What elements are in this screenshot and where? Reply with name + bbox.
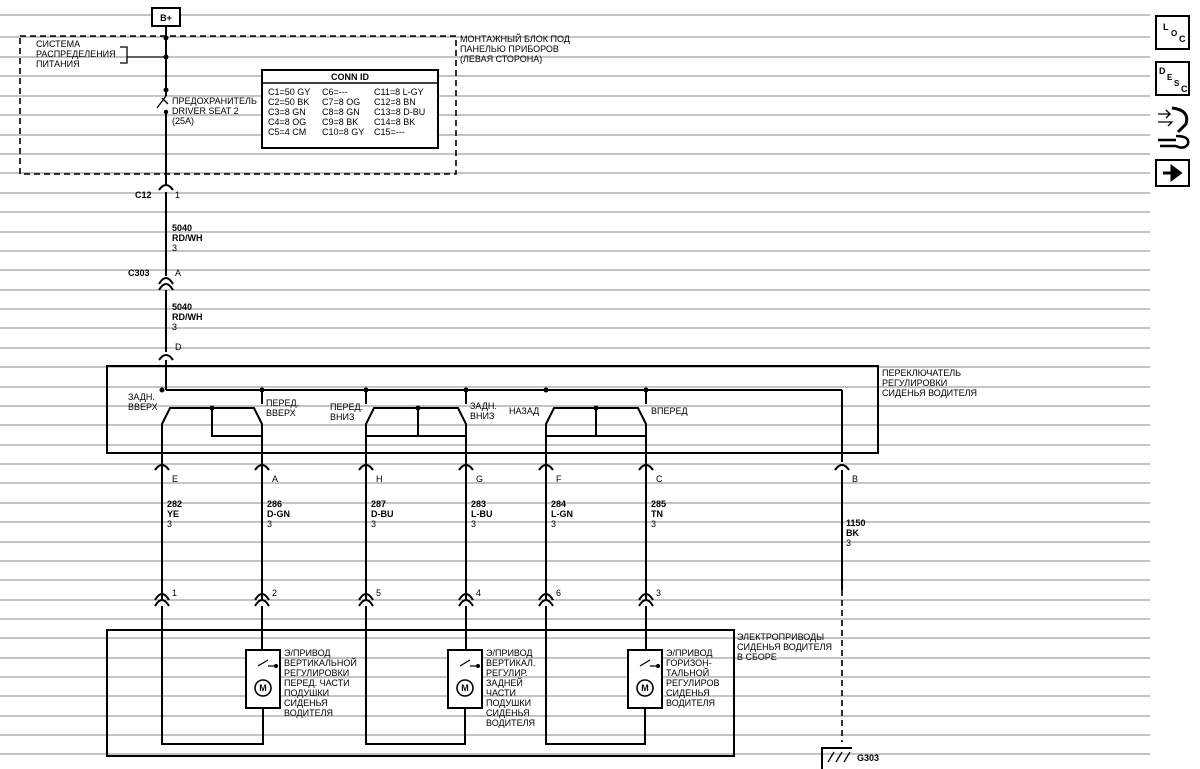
fuse-symbol — [157, 96, 168, 176]
motor-label-line: СИДЕНЬЯ — [284, 698, 328, 708]
svg-text:C: C — [1181, 84, 1188, 94]
circuit-size: 3 — [371, 519, 377, 529]
ground-label: G303 — [857, 753, 880, 763]
pos-2-line-2: ВВЕРХ — [266, 408, 296, 418]
motor-letter: M — [641, 683, 649, 693]
ground-wire-color: BK — [846, 528, 859, 538]
assembly-label-1: ЭЛЕКТРОПРИВОДЫ — [737, 632, 825, 642]
wrench-swap-icon[interactable] — [1158, 108, 1187, 132]
feed-wire-2-num: 5040 — [172, 302, 193, 312]
feed-wire-1-size: 3 — [172, 243, 178, 253]
svg-text:L: L — [1163, 22, 1169, 32]
motors — [162, 606, 719, 744]
pos-2-line-1: ПЕРЕД. — [266, 398, 300, 408]
svg-text:C: C — [1179, 34, 1186, 44]
motor-label-line: РЕГУЛИРОВ — [666, 678, 720, 688]
motor-label-line: ЧАСТИ — [486, 688, 516, 698]
motor-label-line: ГОРИЗОН- — [666, 658, 712, 668]
motor-box — [628, 650, 662, 708]
fuse-label-2: DRIVER SEAT 2 — [172, 106, 239, 116]
motor-pin-connector — [255, 600, 269, 606]
circuit-num: 285 — [651, 499, 667, 509]
loc-button[interactable] — [1156, 16, 1189, 49]
motor-pin-connector — [639, 600, 653, 606]
circuit-size: 3 — [651, 519, 657, 529]
motor-label-line: ВОДИТЕЛЯ — [486, 718, 535, 728]
circuit-num: 287 — [371, 499, 387, 509]
conn-id-cell: C13=8 D-BU — [374, 107, 426, 117]
motor-pin-connector — [459, 600, 473, 606]
circuit-num: 283 — [471, 499, 487, 509]
motor-box — [246, 650, 280, 708]
switch-pin-label: A — [272, 474, 279, 484]
circuit-size: 3 — [267, 519, 273, 529]
motor-label-line: РЕГУЛИР. — [486, 668, 528, 678]
motor-label-line: ЗАДНЕЙ — [486, 678, 523, 688]
motor-pin-connector — [155, 600, 169, 606]
motor-label-line: ПЕРЕД. ЧАСТИ — [284, 678, 350, 688]
svg-text:D: D — [1159, 66, 1166, 76]
motor-pin-connector — [359, 600, 373, 606]
pos-1-line-1: ЗАДН. — [128, 392, 155, 402]
c303-name: C303 — [128, 268, 150, 278]
motor-label-line: СИДЕНЬЯ — [666, 688, 710, 698]
connector-c303 — [128, 268, 181, 290]
c12-name: C12 — [135, 190, 152, 200]
circuit-color: L-BU — [471, 509, 493, 519]
motor-label-line: ВЕРТИКАЛЬНОЙ — [284, 658, 357, 668]
motor-label-line: РЕГУЛИРОВКИ — [284, 668, 350, 678]
conn-id-cell: C9=8 BK — [322, 117, 359, 127]
power-terminal — [152, 8, 180, 26]
motor-label-line: ПОДУШКИ — [486, 698, 532, 708]
distribution-label-3: ПИТАНИЯ — [36, 59, 80, 69]
wrench-icon[interactable] — [1158, 136, 1188, 148]
circuit-size: 3 — [471, 519, 477, 529]
conn-id-cell: C7=8 OG — [322, 97, 361, 107]
c303-pin: A — [175, 268, 182, 278]
circuit-size: 3 — [167, 519, 173, 529]
circuit-color: TN — [651, 509, 663, 519]
motor-label-line: Э/ПРИВОД — [284, 648, 331, 658]
conn-id-cell: C12=8 BN — [374, 97, 416, 107]
distribution-label-1: СИСТЕМА — [36, 39, 81, 49]
circuit-wires — [155, 465, 666, 606]
conn-id-cell: C14=8 BK — [374, 117, 416, 127]
motor-pin-label: 2 — [272, 588, 278, 598]
switch-label-1: ПЕРЕКЛЮЧАТЕЛЬ — [882, 368, 962, 378]
fuse-block-label-2: ПАНЕЛЬЮ ПРИБОРОВ — [460, 44, 559, 54]
switch-label-3: СИДЕНЬЯ ВОДИТЕЛЯ — [882, 388, 978, 398]
next-arrow-button[interactable] — [1156, 160, 1189, 186]
motor-pin-label: 4 — [476, 588, 482, 598]
motor-pin-label: 6 — [556, 588, 562, 598]
fuse-label-1: ПРЕДОХРАНИТЕЛЬ — [172, 96, 257, 106]
conn-id-cell: C8=8 GN — [322, 107, 360, 117]
motor-pin-label: 3 — [656, 588, 662, 598]
motor-label-line: ПОДУШКИ — [284, 688, 330, 698]
circuit-num: 282 — [167, 499, 183, 509]
pos-3-line-2: ВНИЗ — [330, 412, 355, 422]
distribution-label-2: РАСПРЕДЕЛЕНИЯ — [36, 49, 116, 59]
conn-id-cell: C3=8 GN — [268, 107, 306, 117]
motor-label-line: ВОДИТЕЛЯ — [284, 708, 333, 718]
pos-5-line-1: НАЗАД — [509, 406, 540, 416]
connector-d — [159, 342, 182, 360]
pos-1-line-2: ВВЕРХ — [128, 402, 158, 412]
c12-pin: 1 — [175, 190, 181, 200]
feed-wire-2-color: RD/WH — [172, 312, 203, 322]
circuit-color: D-GN — [267, 509, 290, 519]
conn-id-cell: C2=50 BK — [268, 97, 310, 107]
feed-wire-1-num: 5040 — [172, 223, 193, 233]
svg-text:E: E — [1167, 73, 1173, 82]
feed-wire-2-size: 3 — [172, 322, 178, 332]
ground-pin: B — [852, 474, 859, 484]
motor-label-line: СИДЕНЬЯ — [486, 708, 530, 718]
svg-text:S: S — [1174, 79, 1180, 88]
feed-wire-1-color: RD/WH — [172, 233, 203, 243]
ground-circuit — [822, 465, 879, 769]
circuit-num: 284 — [551, 499, 567, 509]
conn-id-title: CONN ID — [331, 72, 369, 82]
switch-label-2: РЕГУЛИРОВКИ — [882, 378, 948, 388]
switch-pin-label: F — [556, 474, 562, 484]
switch-contacts — [160, 388, 649, 471]
motor-pin-label: 5 — [376, 588, 382, 598]
switch-pin-label: C — [656, 474, 663, 484]
pos-4-line-1: ЗАДН. — [470, 401, 497, 411]
fuse-label-3: (25A) — [172, 116, 195, 126]
fuse-block-label-1: МОНТАЖНЫЙ БЛОК ПОД — [460, 34, 570, 44]
conn-id-table — [262, 70, 438, 148]
pos-6-line-1: ВПЕРЕД — [651, 406, 688, 416]
motor-label-line: ВЕРТИКАЛ. — [486, 658, 536, 668]
motor-label-line: ТАЛЬНОЙ — [666, 668, 710, 678]
motor-box — [448, 650, 482, 708]
ground-wire-size: 3 — [846, 538, 852, 548]
circuit-color: YE — [167, 509, 180, 519]
conn-id-cell: C4=8 OG — [268, 117, 307, 127]
power-label: B+ — [160, 13, 172, 23]
motor-letter: M — [461, 683, 469, 693]
circuit-color: D-BU — [371, 509, 394, 519]
circuit-size: 3 — [551, 519, 557, 529]
motor-pin-connector — [539, 600, 553, 606]
conn-id-cell: C1=50 GY — [268, 87, 311, 97]
motor-label-line: ВОДИТЕЛЯ — [666, 698, 715, 708]
motor-letter: M — [259, 683, 267, 693]
circuit-color: L-GN — [551, 509, 573, 519]
assembly-label-2: СИДЕНЬЯ ВОДИТЕЛЯ — [737, 642, 833, 652]
motor-pin-label: 1 — [172, 588, 178, 598]
switch-pin-label: E — [172, 474, 179, 484]
d-pin: D — [175, 342, 182, 352]
circuit-num: 286 — [267, 499, 283, 509]
pos-3-line-1: ПЕРЕД. — [330, 402, 364, 412]
pos-4-line-2: ВНИЗ — [470, 411, 495, 421]
desc-button[interactable] — [1156, 62, 1189, 95]
conn-id-cell: C15=--- — [374, 127, 405, 137]
switch-pin-label: G — [476, 474, 484, 484]
conn-id-cell: C6=--- — [322, 87, 348, 97]
motor-label-line: Э/ПРИВОД — [486, 648, 533, 658]
assembly-label-3: В СБОРЕ — [737, 652, 777, 662]
conn-id-cell: C5=4 CM — [268, 127, 307, 137]
conn-id-cell: C10=8 GY — [322, 127, 365, 137]
conn-id-cell: C11=8 L-GY — [374, 87, 424, 97]
switch-pin-label: H — [376, 474, 383, 484]
connector-c12 — [135, 176, 180, 200]
ground-wire-num: 1150 — [846, 518, 866, 528]
motor-label-line: Э/ПРИВОД — [666, 648, 713, 658]
svg-text:O: O — [1171, 29, 1178, 38]
fuse-block-label-3: (ЛЕВАЯ СТОРОНА) — [460, 54, 543, 64]
